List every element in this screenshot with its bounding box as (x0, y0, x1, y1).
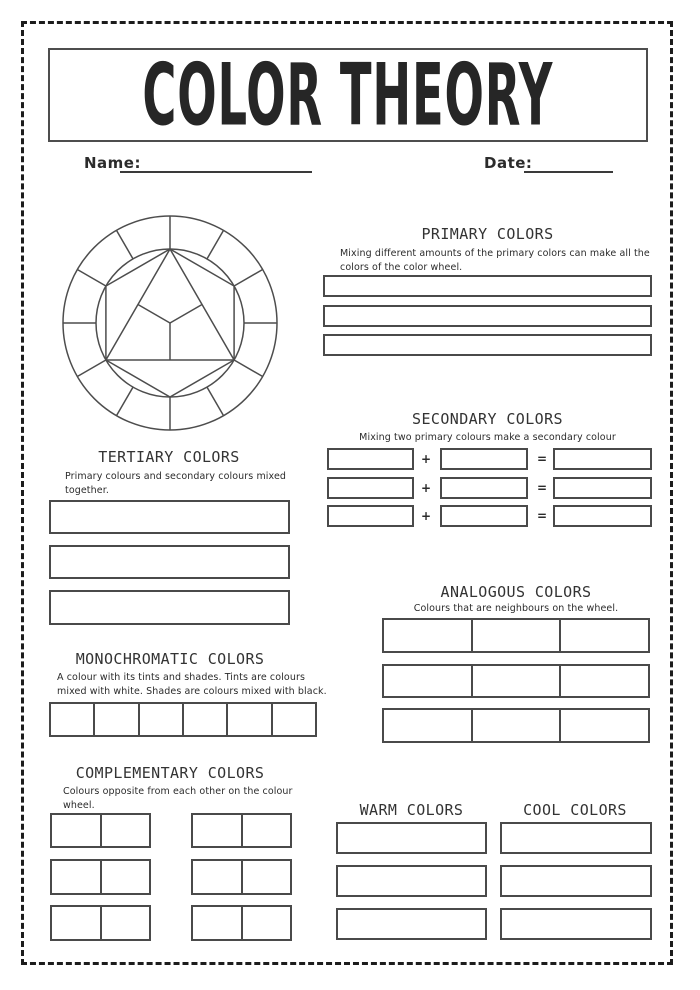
complementary-cell (193, 861, 241, 893)
secondary-answer-box (553, 505, 652, 527)
secondary-equation-row (327, 448, 652, 470)
complementary-cell (100, 815, 150, 846)
analogous-cell (559, 620, 648, 651)
analogous-cell (471, 620, 560, 651)
wheel-center-divisions (138, 305, 202, 361)
title-box (48, 44, 648, 146)
complementary-pair (191, 905, 292, 941)
analogous-answer-row (382, 664, 650, 698)
warm-colors-heading: WARM COLORS (359, 801, 464, 819)
analogous-cell (471, 666, 560, 696)
tertiary-desc-line-1: Primary colours and secondary colours mixed (65, 471, 287, 482)
plus-sign: + (420, 452, 432, 466)
primary-colors-description (340, 247, 650, 274)
complementary-cell (52, 861, 100, 893)
primary-answer-box (323, 305, 652, 327)
cool-colors-heading: COOL COLORS (523, 801, 627, 819)
secondary-equation-row (327, 477, 652, 499)
analogous-cell (384, 666, 471, 696)
analogous-colors-description (382, 602, 650, 616)
date-label: Date: (484, 154, 533, 172)
complementary-cell (52, 907, 100, 939)
monochromatic-cell (226, 704, 270, 735)
secondary-answer-box (440, 448, 528, 470)
cool-answer-box (500, 908, 652, 940)
tertiary-colors-description (65, 470, 286, 497)
monochromatic-desc-line-1: A colour with its tints and shades. Tints are colours (57, 672, 305, 683)
complementary-cell (193, 907, 241, 939)
complementary-pair (50, 813, 151, 848)
tertiary-answer-box (49, 545, 290, 579)
secondary-answer-box (553, 477, 652, 499)
complementary-cell (241, 861, 291, 893)
warm-answer-box (336, 822, 487, 854)
plus-sign: + (420, 509, 432, 523)
complementary-desc-line-1: Colours opposite from each other on the colour (63, 786, 293, 797)
complementary-cell (52, 815, 100, 846)
analogous-desc-line-1: Colours that are neighbours on the wheel. (413, 603, 619, 614)
tertiary-answer-box (49, 500, 290, 534)
equals-sign: = (536, 481, 548, 495)
analogous-cell (384, 620, 471, 651)
complementary-pair (50, 859, 151, 895)
analogous-cell (384, 710, 471, 741)
primary-desc-line-1: Mixing different amounts of the primary colors can make all the (340, 248, 650, 259)
complementary-cell (193, 815, 241, 846)
name-line (120, 171, 312, 173)
analogous-cell (559, 666, 648, 696)
warm-answer-box (336, 865, 487, 897)
warm-answer-box (336, 908, 487, 940)
complementary-pair (50, 905, 151, 941)
complementary-pair (191, 859, 292, 895)
monochromatic-cell (271, 704, 315, 735)
secondary-answer-box (440, 505, 528, 527)
analogous-colors-heading: ANALOGOUS COLORS (440, 583, 592, 601)
monochromatic-cell (51, 704, 93, 735)
secondary-answer-box (327, 477, 414, 499)
complementary-desc-line-2: wheel. (63, 799, 95, 811)
analogous-answer-row (382, 708, 650, 743)
page-title: COLOR THEORY (142, 44, 554, 146)
cool-answer-box (500, 822, 652, 854)
tertiary-answer-box (49, 590, 290, 625)
secondary-equation-row (327, 505, 652, 527)
secondary-answer-box (440, 477, 528, 499)
primary-desc-line-2: colors of the color wheel. (340, 261, 463, 273)
cool-answer-box (500, 865, 652, 897)
complementary-cell (100, 861, 150, 893)
monochromatic-cell (182, 704, 226, 735)
analogous-answer-row (382, 618, 650, 653)
equals-sign: = (536, 452, 548, 466)
complementary-cell (241, 907, 291, 939)
secondary-desc-line-1: Mixing two primary colours make a secondary colour (359, 432, 616, 443)
complementary-colors-heading: COMPLEMENTARY COLORS (75, 764, 265, 782)
complementary-colors-description (63, 785, 293, 812)
plus-sign: + (420, 481, 432, 495)
secondary-answer-box (327, 448, 414, 470)
monochromatic-colors-description (57, 671, 327, 698)
monochromatic-desc-line-2: mixed with white. Shades are colours mixed with black. (57, 685, 327, 697)
secondary-answer-box (327, 505, 414, 527)
primary-answer-box (323, 334, 652, 356)
date-line (524, 171, 613, 173)
tertiary-desc-line-2: together. (65, 484, 109, 496)
secondary-colors-heading: SECONDARY COLORS (412, 410, 563, 428)
monochromatic-colors-heading: MONOCHROMATIC COLORS (75, 650, 265, 668)
complementary-cell (241, 815, 291, 846)
primary-colors-heading: PRIMARY COLORS (421, 225, 554, 243)
primary-answer-box (323, 275, 652, 297)
monochromatic-cell (93, 704, 137, 735)
tertiary-colors-heading: TERTIARY COLORS (98, 448, 240, 466)
monochromatic-answer-strip (49, 702, 317, 737)
complementary-cell (100, 907, 150, 939)
analogous-cell (471, 710, 560, 741)
analogous-cell (559, 710, 648, 741)
equals-sign: = (536, 509, 548, 523)
secondary-answer-box (553, 448, 652, 470)
color-wheel-diagram (58, 211, 282, 435)
monochromatic-cell (138, 704, 182, 735)
name-label: Name: (84, 154, 141, 172)
secondary-colors-description (323, 431, 652, 445)
complementary-pair (191, 813, 292, 848)
